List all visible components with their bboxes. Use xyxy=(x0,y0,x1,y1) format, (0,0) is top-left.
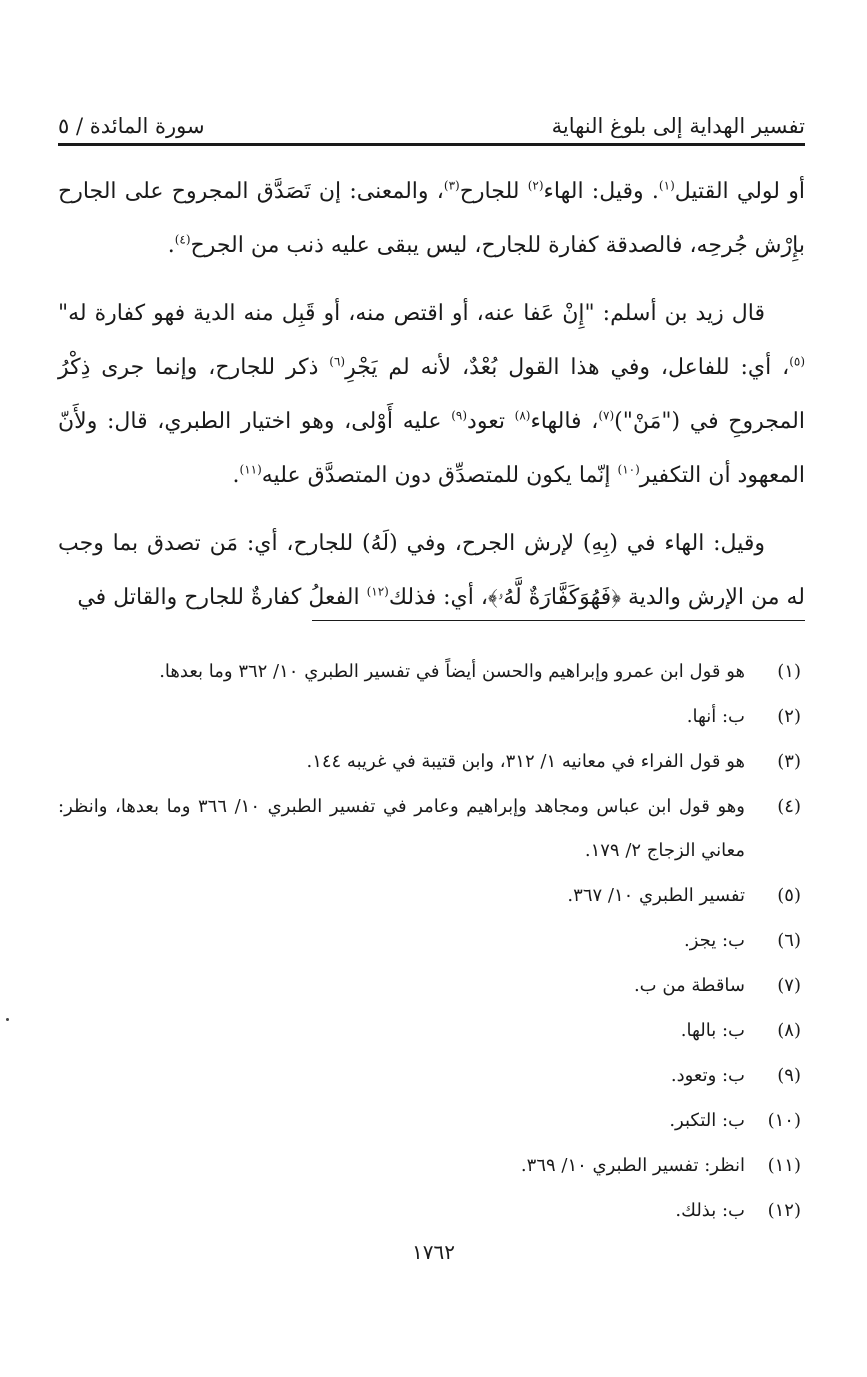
text-run: للجارح xyxy=(459,179,528,204)
footnote-marker: (١) xyxy=(658,178,675,193)
footnote-marker: (٤) xyxy=(174,232,191,247)
footnote-item xyxy=(58,785,805,873)
footnote-number: (١٢) xyxy=(767,1200,801,1221)
footnote-text: ساقطة من ب. xyxy=(633,975,745,996)
main-text xyxy=(58,165,805,639)
footnote-number: (١) xyxy=(777,661,801,682)
footnote-text: وهو قول ابن عباس ومجاهد وإبراهيم وعامر في تفسير الطبري ١٠/ ٣٦٦ وما بعدها، وانظر: معاني الزجاج ٢/ ١٧٩. xyxy=(58,796,745,861)
text-run: الفعلُ كفارةٌ للجارح والقاتل في xyxy=(77,585,367,610)
footnote-text: ب: التكبر. xyxy=(669,1110,745,1131)
footnote-text: ب: يجز. xyxy=(683,930,745,951)
footnote-number: (١١) xyxy=(767,1155,801,1176)
footnote-separator xyxy=(312,620,805,621)
footnote-marker: (٨) xyxy=(514,408,531,423)
header-rule xyxy=(58,143,805,146)
page-number: ١٧٦٢ xyxy=(412,1240,455,1264)
footnote-number: (٩) xyxy=(777,1065,801,1086)
footnote-text: ب: بالها. xyxy=(680,1020,745,1041)
footnote-item xyxy=(58,740,805,784)
footnote-item xyxy=(58,964,805,1008)
text-run: ، فالهاء xyxy=(530,409,599,434)
book-title: تفسير الهداية إلى بلوغ النهاية xyxy=(551,114,805,138)
text-run: عليه أَوْلى، وهو اختيار الطبري، قال: ولأَنّ المعهود أن التكفير xyxy=(58,409,805,488)
footnote-number: (٢) xyxy=(777,706,801,727)
footnote-item xyxy=(58,695,805,739)
footnote-text: ب: أنها. xyxy=(686,706,745,727)
footnote-number: (٤) xyxy=(777,796,801,817)
footnote-item xyxy=(58,874,805,918)
text-run: أو لولي القتيل xyxy=(674,179,805,204)
footnote-number: (٥) xyxy=(777,885,801,906)
footnote-item xyxy=(58,1009,805,1053)
footnote-text: ب: وتعود. xyxy=(670,1065,745,1086)
text-run: ، أي: للفاعل، وفي هذا القول بُعْدٌ، لأنه لم يَجْرِ xyxy=(345,355,790,380)
footnote-marker: (٥) xyxy=(789,354,806,369)
footnote-text: تفسير الطبري ١٠/ ٣٦٧. xyxy=(567,885,745,906)
paragraph-2 xyxy=(58,287,805,503)
footnote-item xyxy=(58,1054,805,1098)
footnotes xyxy=(58,650,805,1234)
footnote-item xyxy=(58,1189,805,1233)
paragraph-1 xyxy=(58,165,805,273)
surah-label: سورة المائدة / ٥ xyxy=(58,114,205,138)
text-run: قال زيد بن أسلم: "إِنْ عَفا عنه، أو اقتص منه، أو قَبِل منه الدية فهو كفارة له" xyxy=(58,301,765,326)
footnote-number: (١٠) xyxy=(767,1110,801,1131)
footnote-number: (٨) xyxy=(777,1020,801,1041)
text-run: . xyxy=(167,233,175,258)
text-run: ذكر للجارح، وإنما جرى ذِكْرُ المجروحِ في ("مَنْ") xyxy=(58,355,805,434)
footnote-marker: (٣) xyxy=(443,178,460,193)
footnote-marker: (٢) xyxy=(527,178,544,193)
footnote-number: (٧) xyxy=(777,975,801,996)
footnote-text: هو قول ابن عمرو وإبراهيم والحسن أيضاً في تفسير الطبري ١٠/ ٣٦٢ وما بعدها. xyxy=(159,661,745,682)
running-header xyxy=(58,96,805,138)
footnote-text: انظر: تفسير الطبري ١٠/ ٣٦٩. xyxy=(520,1155,745,1176)
footnote-marker: (١٢) xyxy=(366,584,389,599)
footnote-marker: (٧) xyxy=(598,408,615,423)
footnote-text: ب: بذلك. xyxy=(675,1200,745,1221)
text-run: ، والمعنى: إن تَصَدَّق المجروح على الجارح بإِرْش جُرحِه، فالصدقة كفارة للجارح، ليس يبقى عليه ذنب من الجرح xyxy=(58,179,805,258)
footnote-number: (٣) xyxy=(777,751,801,772)
footnote-item xyxy=(58,1144,805,1188)
footnote-marker: (١١) xyxy=(239,462,262,477)
footnote-item xyxy=(58,650,805,694)
footnote-text: هو قول الفراء في معانيه ١/ ٣١٢، وابن قتيبة في غريبه ١٤٤. xyxy=(306,751,745,772)
footnote-marker: (١٠) xyxy=(617,462,640,477)
paragraph-3 xyxy=(58,517,805,625)
footnote-marker: (٦) xyxy=(329,354,346,369)
text-run: وقيل: الهاء في (بِهِ) لإرش الجرح، وفي (لَهُ) للجارح، أي: مَن تصدق بما وجب له من الإرش والدية ﴿فَهُوَكَفَّارَةٌ لَّهُۥ﴾، أي: فذلك xyxy=(58,531,805,610)
footnote-marker: (٩) xyxy=(451,408,468,423)
text-run: إنّما يكون للمتصدِّق دون المتصدَّق عليه xyxy=(261,463,618,488)
footnote-number: (٦) xyxy=(777,930,801,951)
footnote-item xyxy=(58,919,805,963)
footnote-item xyxy=(58,1099,805,1143)
scan-speck xyxy=(6,1018,9,1021)
text-run: . xyxy=(232,463,240,488)
text-run: . وقيل: الهاء xyxy=(543,179,659,204)
text-run: تعود xyxy=(467,409,515,434)
